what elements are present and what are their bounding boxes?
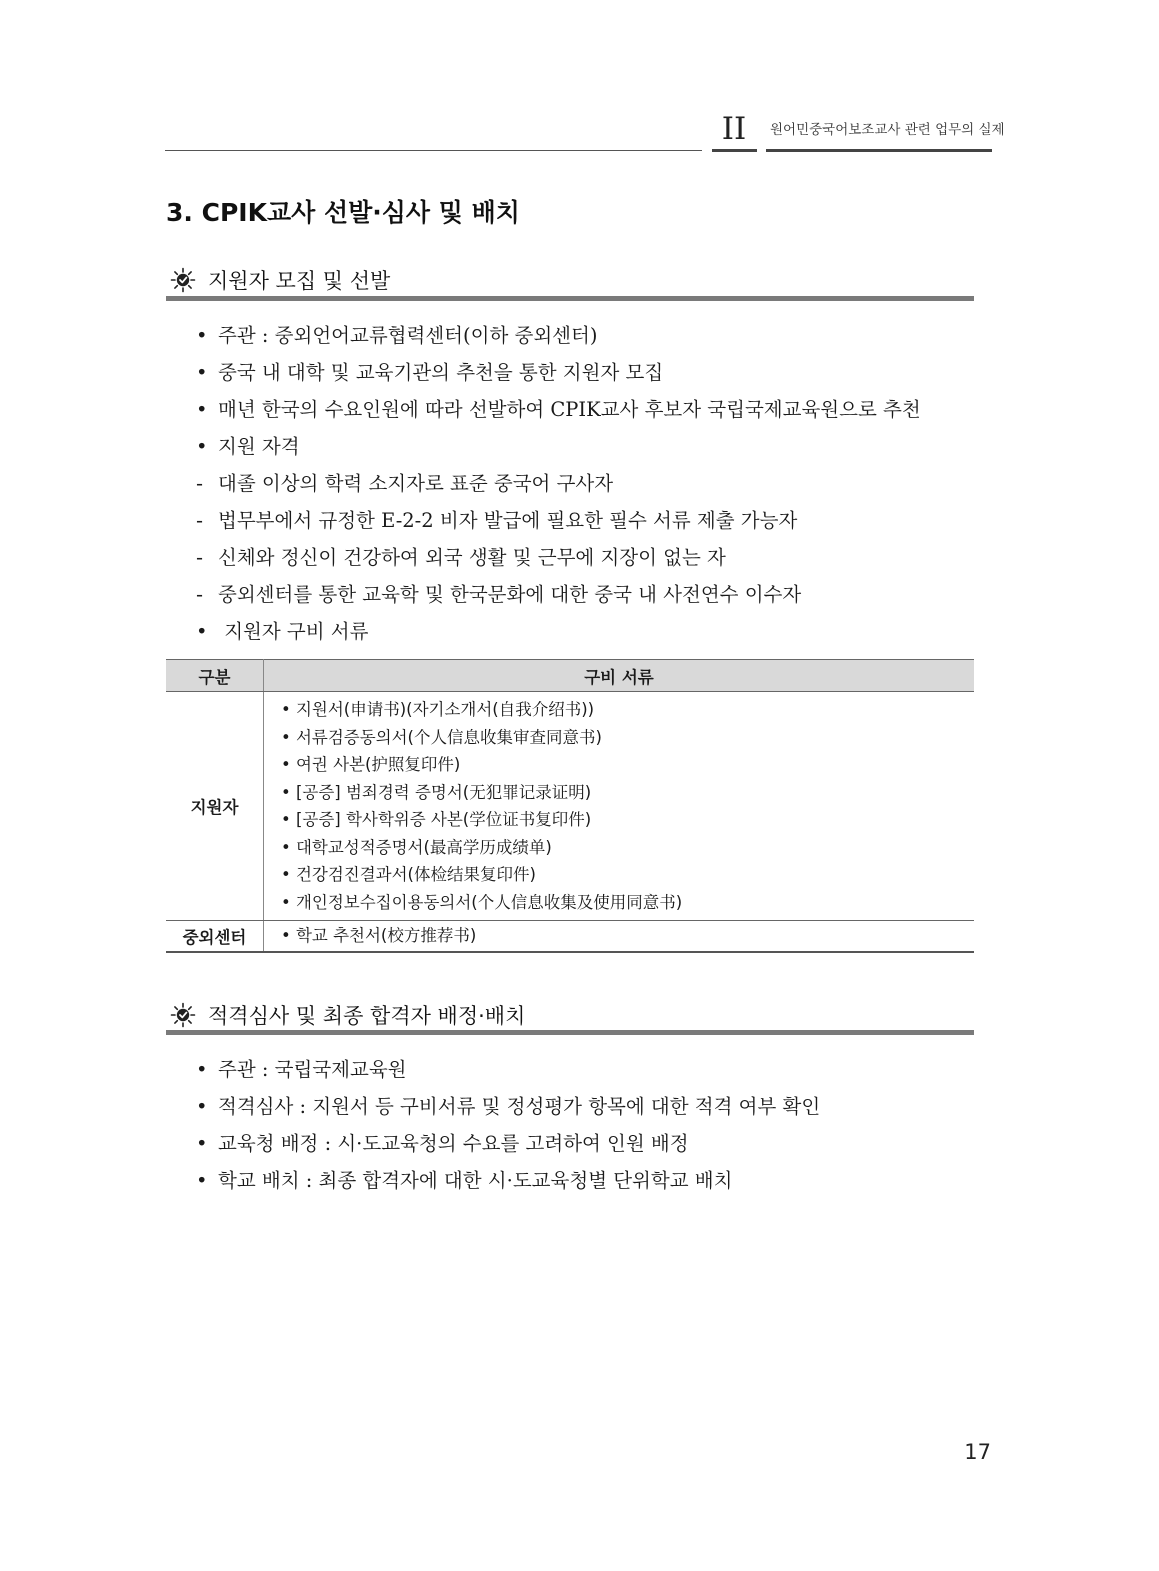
subsection-heading-screening: [170, 998, 525, 1032]
subsection-title: 지원자 모집 및 선발: [208, 269, 391, 293]
document-item: • 건강검진결과서(体检结果复印件): [281, 865, 536, 884]
header-rule-left: [165, 150, 702, 151]
list-item: - 신체와 정신이 건강하여 외국 생활 및 근무에 지장이 없는 자: [196, 546, 726, 569]
document-item: • 대학교성적증명서(最高学历成绩单): [281, 837, 552, 857]
document-item: • 개인정보수집이용동의서(个人信息收集及使用同意书): [281, 892, 683, 912]
list-item: • 주관 : 국립국제교육원: [196, 1058, 407, 1081]
document-item: • 여권 사본(护照复印件): [281, 755, 461, 774]
table-header-row: [166, 660, 974, 692]
row-documents: [264, 921, 975, 952]
header-rule-right: [766, 149, 992, 152]
document-item: • [공증] 학사학위증 사본(学位证书复印件): [281, 810, 592, 829]
document-item: • 서류검증동의서(个人信息收集审查同意书): [281, 727, 602, 747]
list-item: • 지원자 구비 서류: [196, 620, 369, 643]
list-item: - 대졸 이상의 학력 소지자로 표준 중국어 구사자: [196, 472, 614, 495]
list-item: • 주관 : 중외언어교류협력센터(이하 중외센터): [196, 324, 598, 347]
subsection-rule: [166, 1030, 974, 1035]
sun-check-icon: [170, 267, 196, 293]
chapter-title: 원어민중국어보조교사 관련 업무의 실제: [770, 122, 1005, 138]
table-row: [166, 921, 974, 952]
documents-table: [166, 659, 974, 953]
list-item: • 적격심사 : 지원서 등 구비서류 및 정성평가 항목에 대한 적격 여부 확인: [196, 1095, 821, 1118]
document-item: • 학교 추천서(校方推荐书): [281, 926, 477, 945]
column-header-documents: 구비 서류: [264, 660, 975, 692]
list-item: • 지원 자격: [196, 435, 300, 458]
table-row: [166, 692, 974, 921]
page-number: 17: [964, 1440, 991, 1464]
subsection-rule: [166, 296, 974, 301]
list-item: • 중국 내 대학 및 교육기관의 추천을 통한 지원자 모집: [196, 361, 664, 384]
list-item: - 법무부에서 규정한 E-2-2 비자 발급에 필요한 필수 서류 제출 가능자: [196, 509, 798, 532]
section-title: 3. CPIK교사 선발·심사 및 배치: [166, 198, 520, 227]
sun-check-icon: [170, 1002, 196, 1028]
list-item: • 학교 배치 : 최종 합격자에 대한 시·도교육청별 단위학교 배치: [196, 1169, 733, 1192]
recruitment-list: [196, 317, 921, 650]
chapter-numeral-underline: [712, 149, 757, 152]
document-item: • 지원서(申请书)(자기소개서(自我介绍书)): [281, 700, 595, 719]
list-item: - 중외센터를 통한 교육학 및 한국문화에 대한 중국 내 사전연수 이수자: [196, 583, 802, 606]
row-category: 지원자: [166, 692, 264, 921]
list-item: • 교육청 배정 : 시·도교육청의 수요를 고려하여 인원 배정: [196, 1132, 689, 1155]
subsection-title: 적격심사 및 최종 합격자 배정·배치: [208, 1004, 526, 1028]
column-header-category: 구분: [166, 660, 264, 692]
row-documents: [264, 692, 975, 921]
subsection-heading-recruitment: [170, 263, 390, 297]
row-category: 중외센터: [166, 921, 264, 952]
document-item: • [공증] 범죄경력 증명서(无犯罪记录证明): [281, 782, 592, 802]
screening-list: [196, 1051, 820, 1199]
list-item: • 매년 한국의 수요인원에 따라 선발하여 CPIK교사 후보자 국립국제교육원으로 추천: [196, 398, 921, 421]
chapter-numeral: II: [721, 111, 747, 147]
